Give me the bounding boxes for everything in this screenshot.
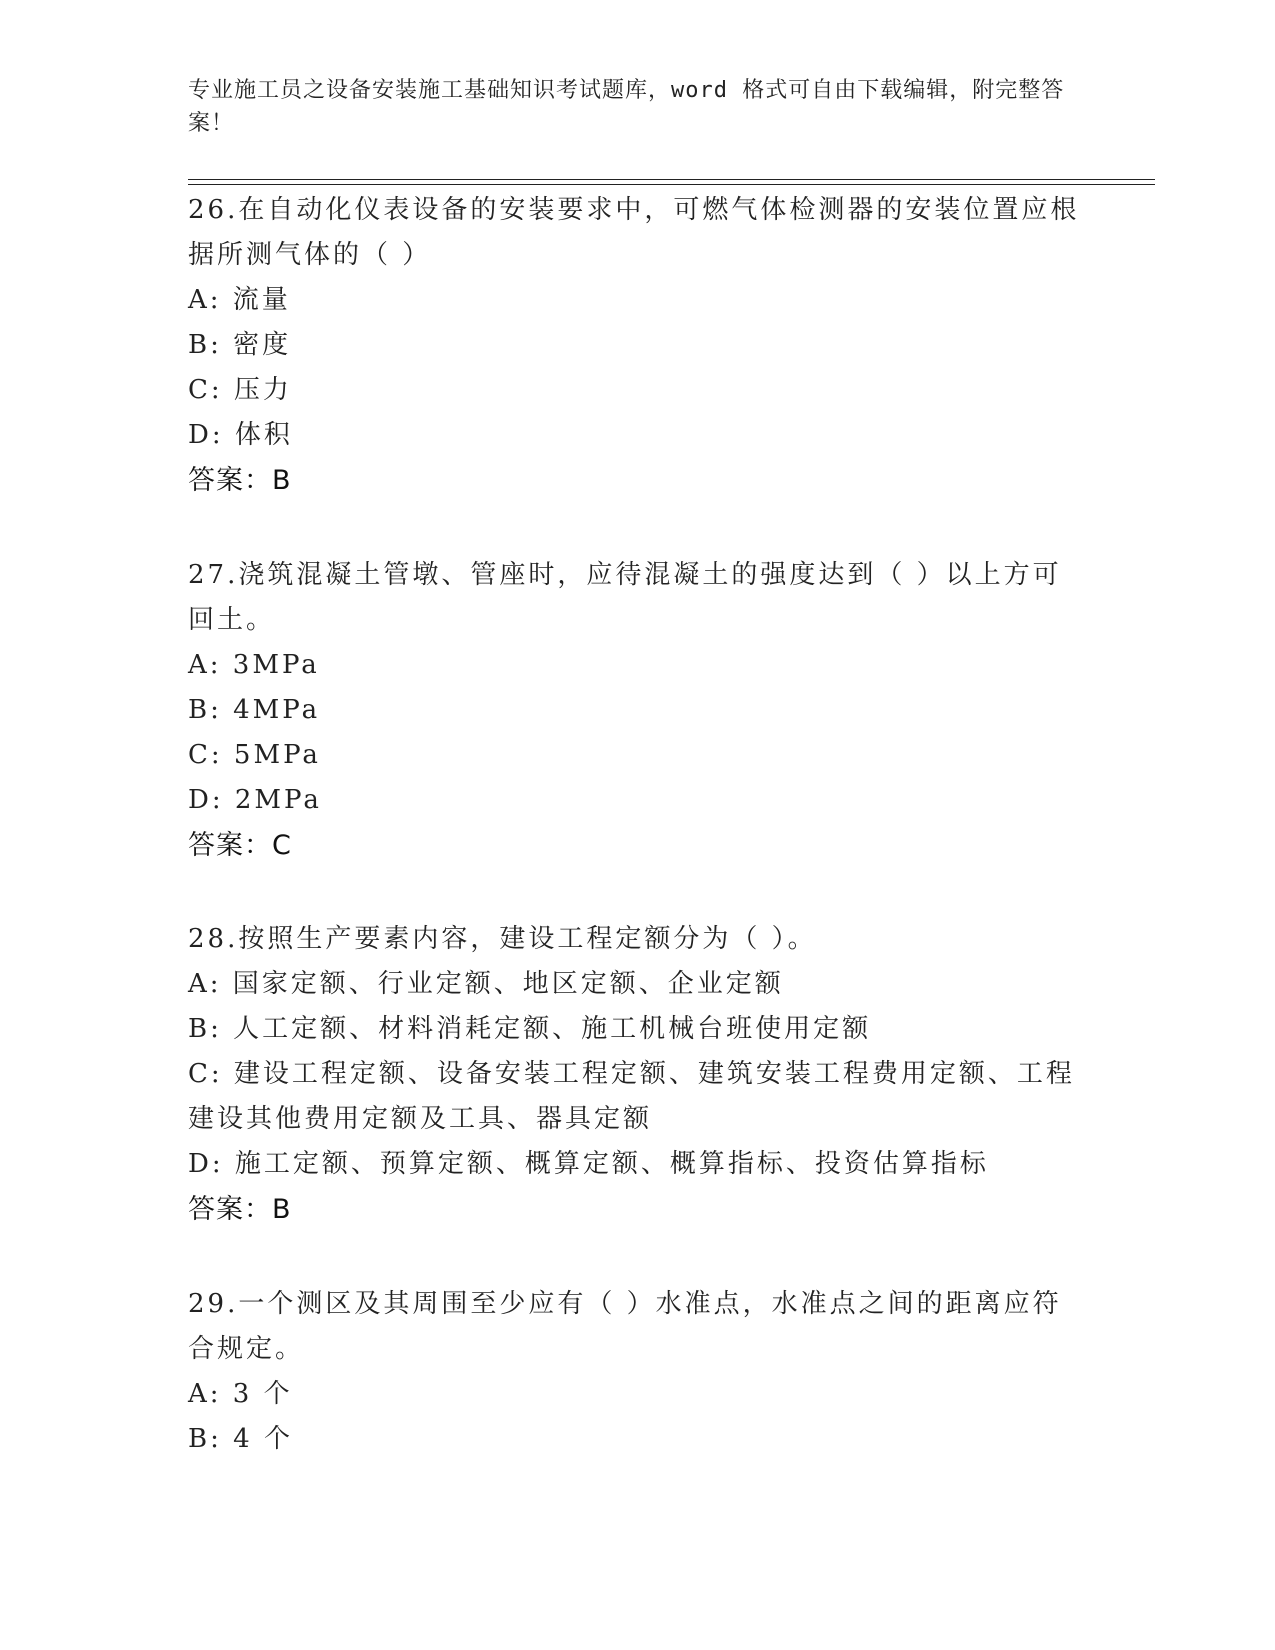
answer: 答案：B bbox=[188, 1194, 292, 1225]
question-26 bbox=[188, 188, 1088, 503]
answer: 答案：B bbox=[188, 465, 292, 496]
option-b: B: 4 个 bbox=[188, 1424, 293, 1454]
page-header: 专业施工员之设备安装施工基础知识考试题库，word 格式可自由下载编辑，附完整答案！ bbox=[188, 78, 1065, 136]
option-d: D: 体积 bbox=[188, 420, 293, 450]
option-d: D: 2MPa bbox=[188, 785, 322, 815]
question-stem: 26.在自动化仪表设备的安装要求中，可燃气体检测器的安装位置应根据所测气体的（ ） bbox=[188, 195, 1080, 270]
option-c: C: 5MPa bbox=[188, 740, 321, 770]
option-a: A: 3 个 bbox=[188, 1379, 293, 1409]
question-28 bbox=[188, 917, 1088, 1232]
option-b: B: 人工定额、材料消耗定额、施工机械台班使用定额 bbox=[188, 1014, 872, 1044]
option-b: B: 密度 bbox=[188, 330, 292, 360]
option-a: A: 3MPa bbox=[188, 650, 320, 680]
option-d: D: 施工定额、预算定额、概算定额、概算指标、投资估算指标 bbox=[188, 1149, 989, 1179]
header-divider-bottom bbox=[188, 184, 1155, 185]
option-a: A: 国家定额、行业定额、地区定额、企业定额 bbox=[188, 969, 784, 999]
option-c: C: 压力 bbox=[188, 375, 292, 405]
option-c: C: 建设工程定额、设备安装工程定额、建筑安装工程费用定额、工程建设其他费用定额及工具、器具定额 bbox=[188, 1059, 1075, 1134]
question-stem: 28.按照生产要素内容，建设工程定额分为（ ）。 bbox=[188, 924, 817, 954]
question-stem: 27.浇筑混凝土管墩、管座时，应待混凝土的强度达到（ ）以上方可回土。 bbox=[188, 560, 1062, 635]
option-b: B: 4MPa bbox=[188, 695, 321, 725]
answer: 答案：C bbox=[188, 830, 292, 861]
question-29 bbox=[188, 1282, 1088, 1462]
option-a: A: 流量 bbox=[188, 285, 291, 315]
question-stem: 29.一个测区及其周围至少应有（ ）水准点，水准点之间的距离应符合规定。 bbox=[188, 1289, 1062, 1364]
header-divider-top bbox=[188, 179, 1155, 180]
question-27 bbox=[188, 553, 1088, 868]
